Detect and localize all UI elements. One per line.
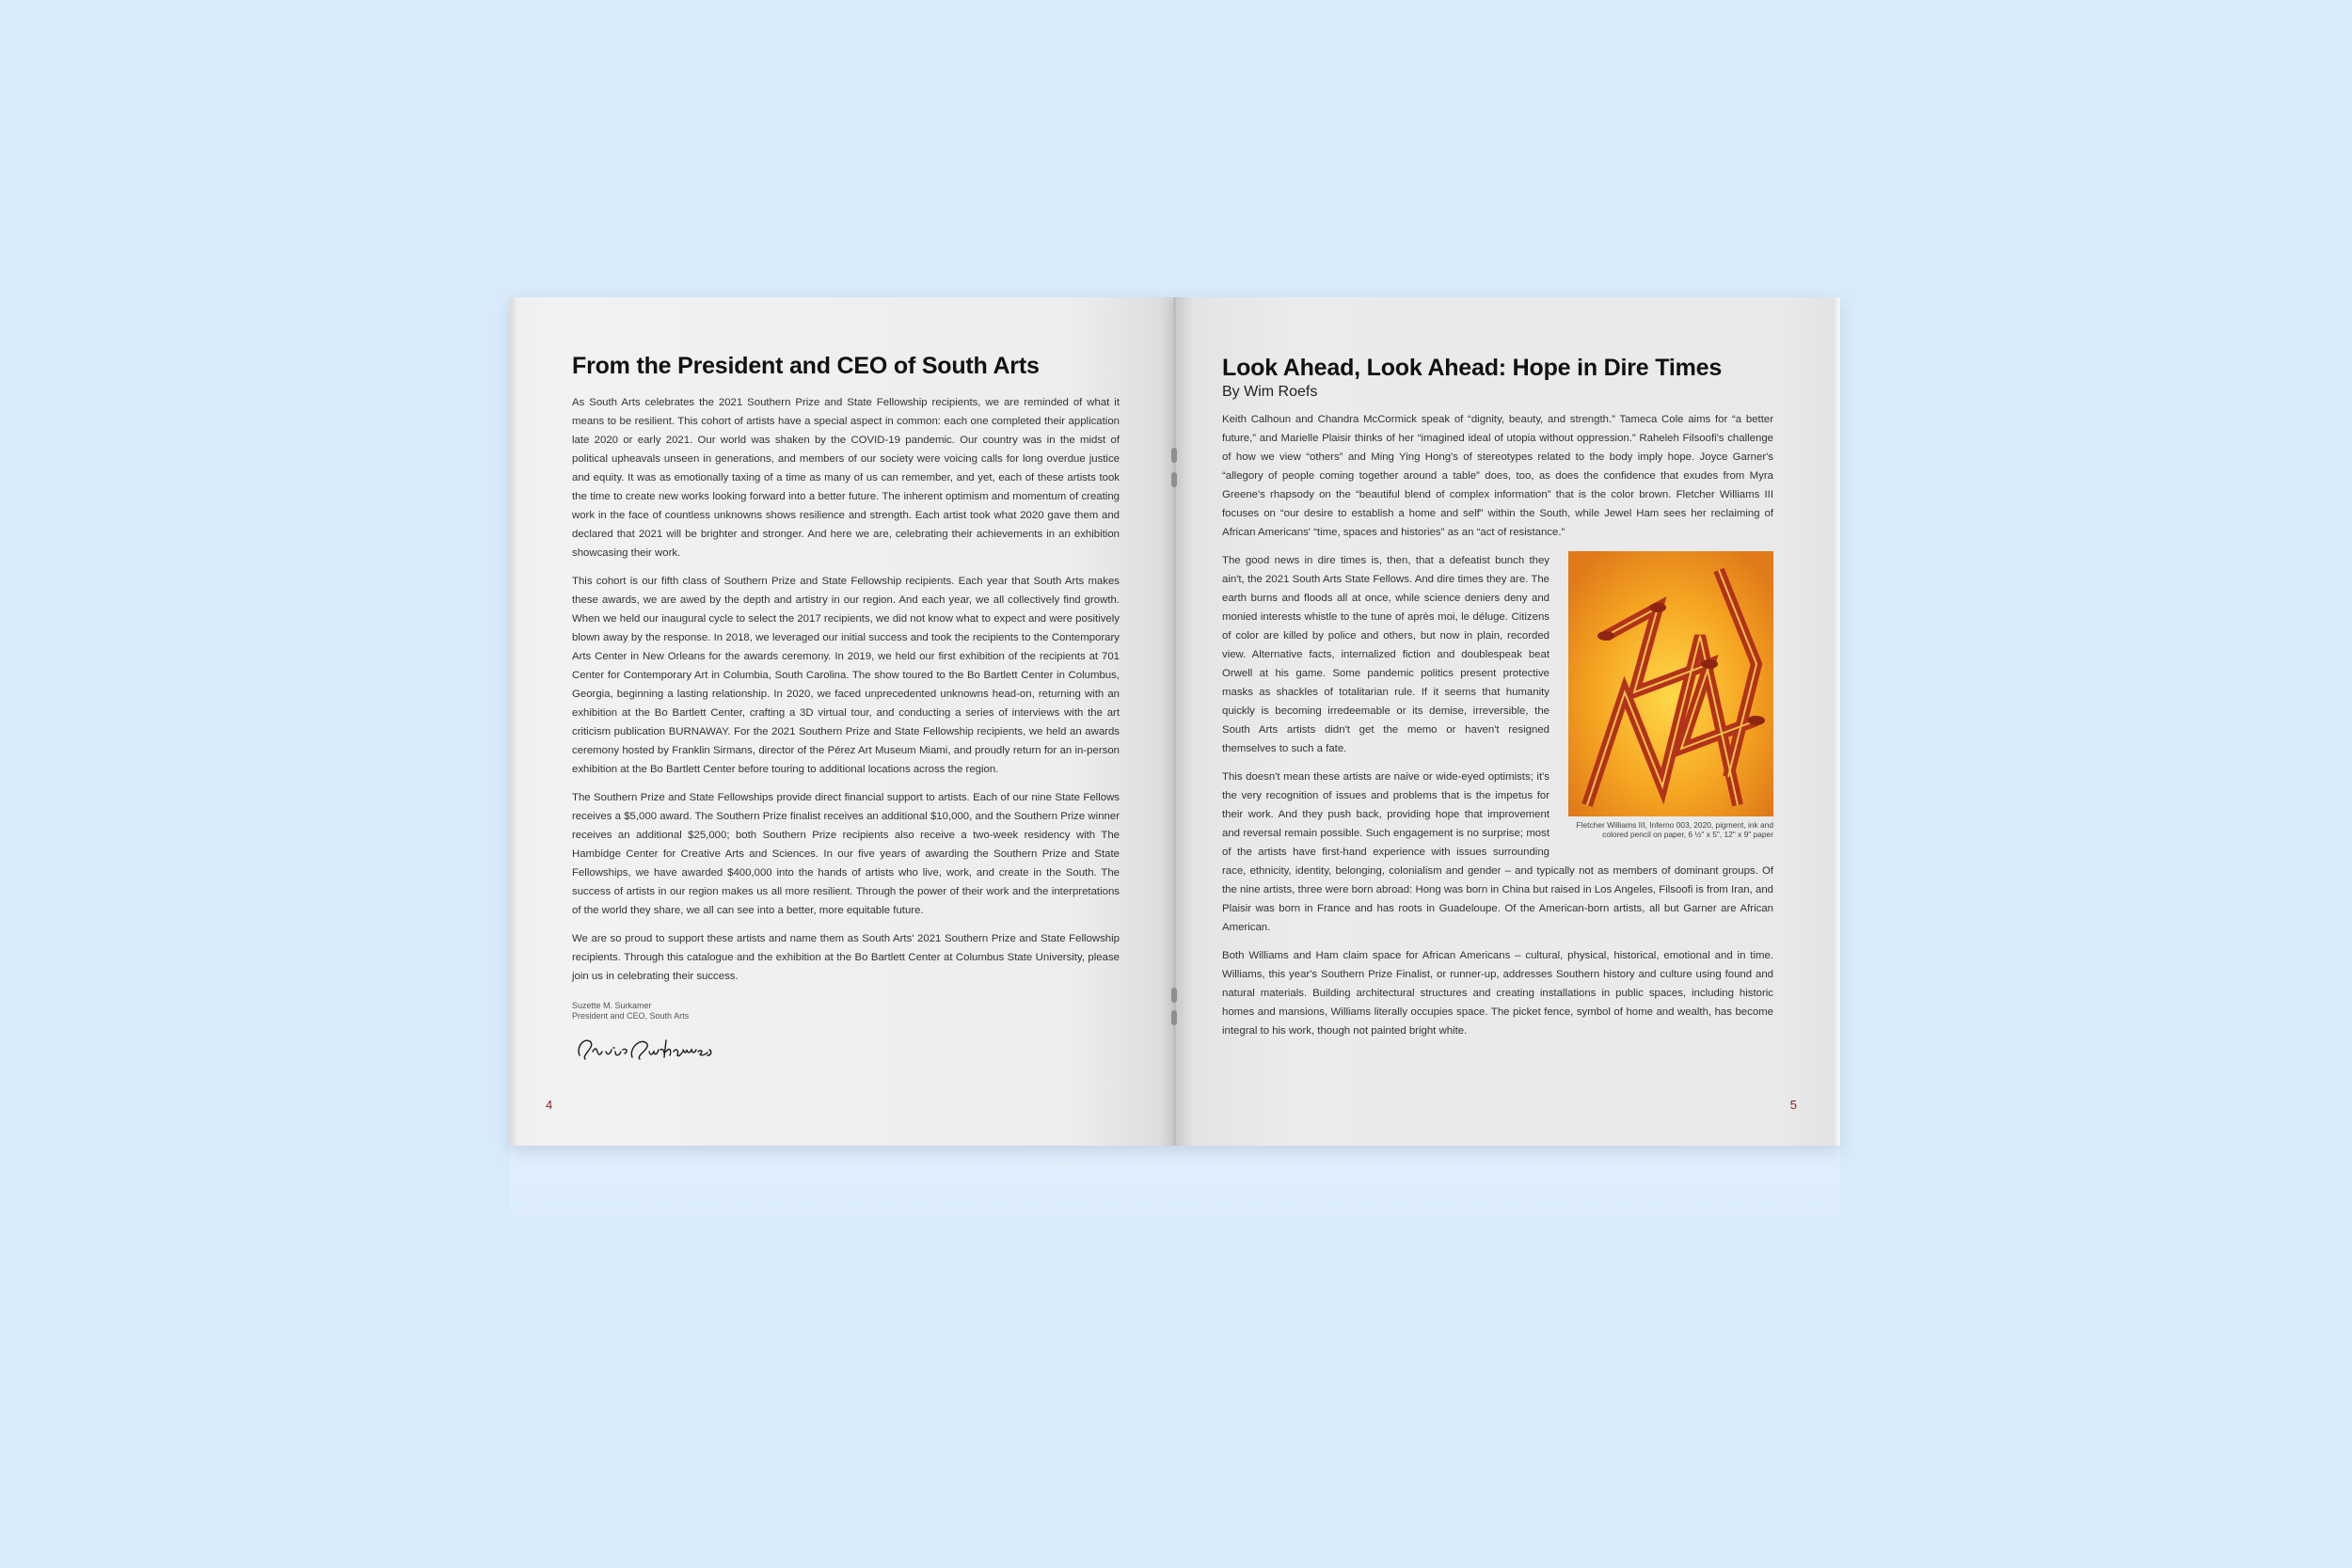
right-page-content bbox=[1222, 354, 1773, 1050]
staple-bottom bbox=[1171, 988, 1177, 1003]
staple-top-2 bbox=[1171, 472, 1177, 487]
right-paragraph-1: Keith Calhoun and Chandra McCormick speak of “dignity, beauty, and strength.” Tameca Cole aims for “a better future,” and Marielle Plaisir thinks of her “imagined ideal of utopia without oppression.” Raheleh Filsoofi's challenge of how we view “others” and Ming Ying Hong's of stereotypes related to the body imply hope. Joyce Garner's “allegory of people coming together around a table” does, too, as does the confidence that exudes from Myra Greene's rhapsody on the “beautiful blend of complex information” that is the color brown. Fletcher Williams III focuses on “our desire to establish a home and self” within the South, while Jewel Ham sees her reclaiming of African Americans' “time, spaces and histories” as an “act of resistance.” bbox=[1222, 414, 1773, 538]
figure-caption-line-2: colored pencil on paper, 6 ½" x 5", 12" x 9" paper bbox=[1602, 830, 1773, 839]
staple-bottom-2 bbox=[1171, 1010, 1177, 1025]
left-paragraph-3: The Southern Prize and State Fellowships provide direct financial support to artists. Each of our nine State Fellows receives a $5,000 award. The Southern Prize finalist receives an additional $10,000, and the Southern Prize winner receives an additional $25,000; both Southern Prize recipients also receive a two-week residency with The Hambidge Center for Creative Arts and Sciences. In our five years of awarding the Southern Prize and State Fellowships, we have awarded $400,000 into the hands of artists who live, work, and create in the South. The success of artists in our region makes us all more resilient. Through the power of their work and the interpretations of the world they share, we all can see into a better, more equitable future. bbox=[572, 792, 1120, 916]
spread-reflection bbox=[510, 1146, 1840, 1240]
right-paragraph-4: Both Williams and Ham claim space for African Americans – cultural, physical, historical, emotional and in time. Williams, this year's Southern Prize Finalist, or runner-up, addresses Southern history and culture using found and natural materials. Building architectural structures and creating installations in public spaces, including historic homes and mansions, Williams literally occupies space. The picket fence, symbol of home and wealth, has become integral to his work, though not painted bright white. bbox=[1222, 950, 1773, 1037]
right-page-title: Look Ahead, Look Ahead: Hope in Dire Times bbox=[1222, 355, 1723, 381]
booklet-spread bbox=[510, 297, 1840, 1146]
right-page bbox=[1175, 297, 1840, 1146]
figure-caption-line-1: Fletcher Williams III, Inferno 003, 2020, pigment, ink and bbox=[1576, 820, 1773, 830]
page-number-left: 4 bbox=[546, 1098, 553, 1112]
signatory-title: President and CEO, South Arts bbox=[572, 1011, 690, 1021]
right-paragraph-3: This doesn't mean these artists are naive or wide-eyed optimists; it's the very recognition of issues and problems that is the impetus for their work. And they push back, providing hope that improvement and reversal remain possible. Such engagement is no surprise; most of the artists have first-hand experience with issues surrounding race, ethnicity, identity, belonging, colonialism and gender – and typically not as members of dominant groups. Of the nine artists, three were born abroad: Hong was born in China but raised in Los Angeles, Filsoofi is from Iran, and Plaisir was born in France and has roots in Guadeloupe. Of the American-born artists, all but Garner are African American. bbox=[1222, 771, 1773, 933]
artwork-figure bbox=[1568, 551, 1773, 839]
staple-top bbox=[1171, 448, 1177, 463]
artwork-image bbox=[1568, 551, 1773, 816]
right-paragraph-2: The good news in dire times is, then, that a defeatist bunch they ain't, the 2021 South Arts State Fellows. And dire times they are. The earth burns and floods all at once, while science deniers deny and monied interests whistle to the tune of après moi, le déluge. Citizens of color are killed by police and others, but now in plain, recorded view. Alternative facts, internalized fiction and doublespeak beat Orwell at his game. Some pandemic politics present protective masks as shackles of totalitarian rule. If it seems that humanity quickly is becoming irredeemable or its demise, irreversible, the South Arts artists didn't get the memo or haven't resigned themselves to such a fate. bbox=[1222, 555, 1549, 754]
left-paragraph-1: As South Arts celebrates the 2021 Southern Prize and State Fellowship recipients, we are reminded of what it means to be resilient. This cohort of artists have a special aspect in common: each one completed their application late 2020 or early 2021. Our world was shaken by the COVID-19 pandemic. Our country was in the midst of political upheavals unseen in generations, and members of our society were voicing calls for long overdue justice and equity. It was as emotionally taxing of a time as many of us can remember, and yet, each of these artists took the time to create new works looking forward into a better future. The inherent optimism and momentum of creating work in the face of countless unknowns shows resilience and strength. Each artist took what 2020 gave them and declared that 2021 will be brighter and stronger. And here we are, celebrating their achievements in an exhibition showcasing their work. bbox=[572, 397, 1120, 559]
page-number-right: 5 bbox=[1789, 1098, 1797, 1112]
left-page bbox=[510, 297, 1175, 1146]
left-paragraph-4: We are so proud to support these artists and name them as South Arts' 2021 Southern Prize and State Fellowship recipients. Through this catalogue and the exhibition at the Bo Bartlett Center at Columbus State University, please join us in celebrating their success. bbox=[572, 933, 1120, 982]
left-page-title: From the President and CEO of South Arts bbox=[572, 353, 1040, 379]
article-byline: By Wim Roefs bbox=[1222, 384, 1318, 400]
left-page-content bbox=[572, 352, 1120, 1065]
handwritten-signature bbox=[572, 1027, 1120, 1065]
left-paragraph-2: This cohort is our fifth class of Southern Prize and State Fellowship recipients. Each year that South Arts makes these awards, we are awed by the depth and artistry in our region. And each year, we all collectively find growth. When we held our inaugural cycle to select the 2017 recipients, we did not know what to expect and were positively blown away by the response. In 2018, we leveraged our initial success and took the recipients to the Contemporary Arts Center in New Orleans for the awards ceremony. In 2019, we held our first exhibition of the recipients at 701 Center for Contemporary Art in Columbia, South Carolina. The show toured to the Bo Bartlett Center in Columbus, Georgia, beginning a lasting relationship. In 2020, we faced unprecedented unknowns head-on, returning with an exhibition at the Bo Bartlett Center, crafting a 3D virtual tour, and conducting a series of interviews with the art criticism publication BURNAWAY. For the 2021 Southern Prize and State Fellowship recipients, we held an awards ceremony hosted by Franklin Sirmans, director of the Pérez Art Museum Miami, and proudly return for an in-person exhibition at the Bo Bartlett Center before touring to additional locations across the region. bbox=[572, 576, 1120, 775]
signatory-name: Suzette M. Surkamer bbox=[572, 1001, 652, 1010]
